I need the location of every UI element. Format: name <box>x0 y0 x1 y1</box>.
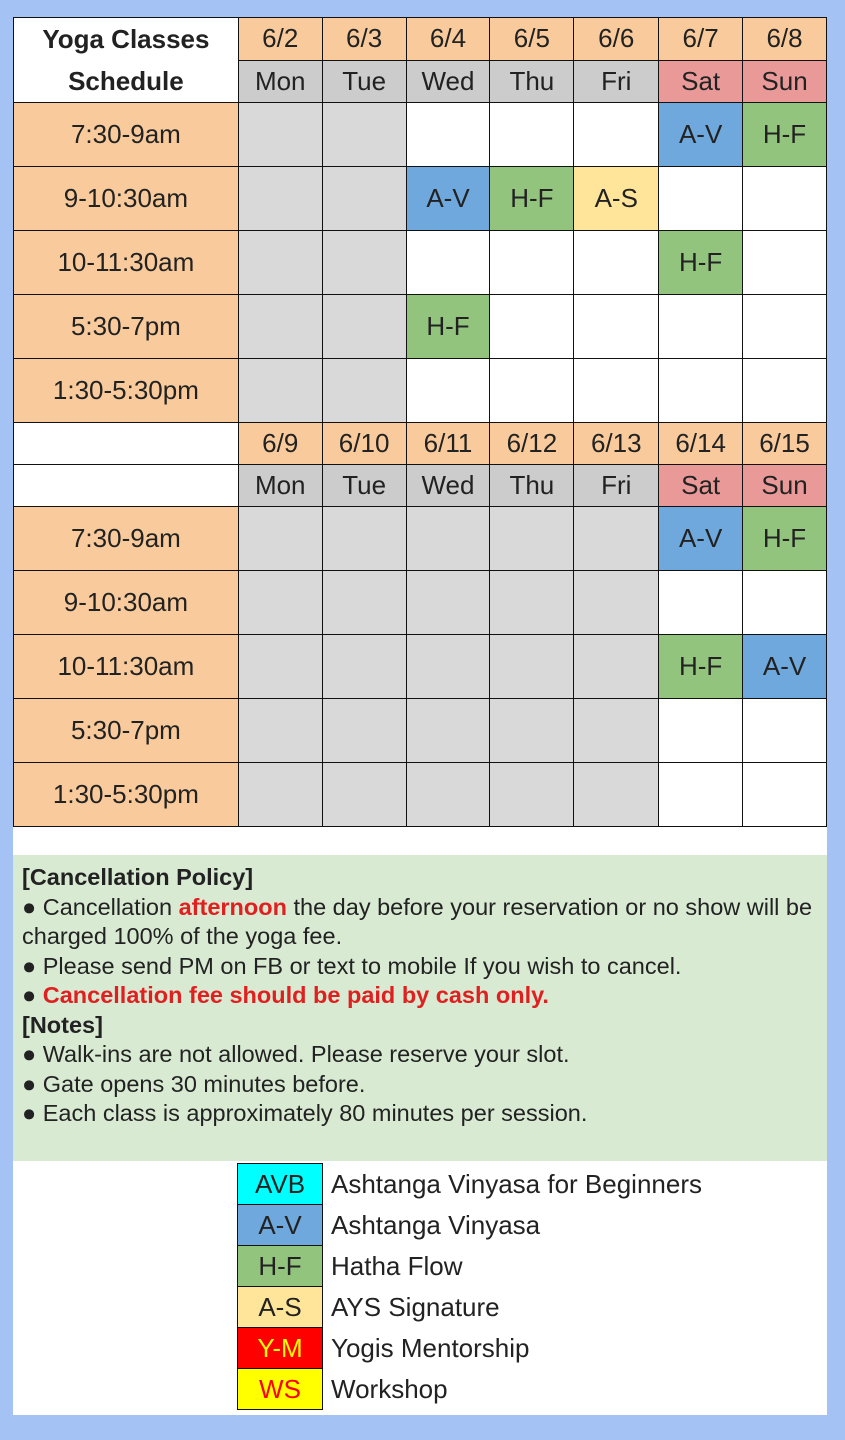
class-cell: H-F <box>743 103 827 167</box>
class-cell: H-F <box>659 635 743 699</box>
cancellation-line-1 <box>22 893 817 952</box>
unavailable-cell <box>406 635 490 699</box>
bullet: ● <box>22 982 43 1008</box>
legend-code: A-S <box>238 1287 323 1328</box>
empty-cell <box>574 295 659 359</box>
time-slot-row <box>14 295 827 359</box>
empty-cell <box>574 231 659 295</box>
policy-box <box>13 855 827 1161</box>
unavailable-cell <box>238 231 322 295</box>
date-header: 6/11 <box>406 423 490 465</box>
legend-label: Workshop <box>331 1373 448 1404</box>
date-header: 6/13 <box>574 423 659 465</box>
time-slot-row <box>14 571 827 635</box>
weekday-header: Sun <box>743 465 827 507</box>
note-item: ● Each class is approximately 80 minutes per session. <box>22 1100 588 1126</box>
empty-cell <box>574 359 659 423</box>
empty-cell <box>406 231 490 295</box>
unavailable-cell <box>322 295 406 359</box>
date-header: 6/4 <box>406 18 490 61</box>
empty-cell <box>743 295 827 359</box>
empty-cell <box>490 359 574 423</box>
unavailable-cell <box>406 507 490 571</box>
empty-cell <box>743 359 827 423</box>
empty-cell <box>743 231 827 295</box>
class-cell: A-V <box>406 167 490 231</box>
unavailable-cell <box>322 699 406 763</box>
date-header: 6/9 <box>238 423 322 465</box>
unavailable-cell <box>238 635 322 699</box>
legend-row <box>238 1246 703 1287</box>
time-slot-row <box>14 507 827 571</box>
schedule-sheet <box>13 17 827 1415</box>
unavailable-cell <box>238 167 322 231</box>
header-spacer <box>14 423 239 465</box>
unavailable-cell <box>238 359 322 423</box>
weekday-header: Sun <box>743 60 827 103</box>
date-header: 6/8 <box>743 18 827 61</box>
legend-row <box>238 1205 703 1246</box>
time-slot-label: 5:30-7pm <box>14 295 239 359</box>
unavailable-cell <box>406 763 490 827</box>
unavailable-cell <box>574 699 659 763</box>
legend-label: Hatha Flow <box>331 1250 463 1281</box>
time-slot-row <box>14 359 827 423</box>
empty-cell <box>406 359 490 423</box>
weekday-header: Wed <box>406 60 490 103</box>
unavailable-cell <box>574 571 659 635</box>
time-slot-row <box>14 699 827 763</box>
empty-cell <box>659 699 743 763</box>
weekday-header: Tue <box>322 465 406 507</box>
unavailable-cell <box>322 507 406 571</box>
unavailable-cell <box>322 359 406 423</box>
unavailable-cell <box>238 295 322 359</box>
unavailable-cell <box>490 763 574 827</box>
schedule-table <box>13 17 827 827</box>
date-header: 6/3 <box>322 18 406 61</box>
time-slot-label: 9-10:30am <box>14 571 239 635</box>
legend-row <box>238 1369 703 1410</box>
empty-cell <box>743 763 827 827</box>
legend-label: Yogis Mentorship <box>331 1332 530 1363</box>
class-cell: A-V <box>743 635 827 699</box>
unavailable-cell <box>322 635 406 699</box>
weekday-header: Wed <box>406 465 490 507</box>
weekday-header: Sat <box>659 60 743 103</box>
empty-cell <box>659 571 743 635</box>
unavailable-cell <box>238 103 322 167</box>
empty-cell <box>743 571 827 635</box>
legend-code: AVB <box>238 1164 323 1205</box>
empty-cell <box>743 699 827 763</box>
unavailable-cell <box>322 103 406 167</box>
class-cell: H-F <box>659 231 743 295</box>
unavailable-cell <box>574 635 659 699</box>
time-slot-row <box>14 231 827 295</box>
class-cell: A-V <box>659 103 743 167</box>
schedule-title <box>14 18 239 103</box>
date-header: 6/14 <box>659 423 743 465</box>
legend-label: Ashtanga Vinyasa for Beginners <box>331 1168 702 1199</box>
empty-cell <box>659 167 743 231</box>
unavailable-cell <box>490 507 574 571</box>
time-slot-label: 1:30-5:30pm <box>14 763 239 827</box>
time-slot-label: 7:30-9am <box>14 507 239 571</box>
unavailable-cell <box>574 763 659 827</box>
notes-heading: [Notes] <box>22 1011 103 1038</box>
time-slot-label: 5:30-7pm <box>14 699 239 763</box>
note-item: ● Walk-ins are not allowed. Please reserve your slot. <box>22 1041 570 1067</box>
unavailable-cell <box>322 167 406 231</box>
legend-label: Ashtanga Vinyasa <box>331 1209 541 1240</box>
weekday-header: Fri <box>574 465 659 507</box>
unavailable-cell <box>322 231 406 295</box>
date-header: 6/15 <box>743 423 827 465</box>
header-spacer <box>14 465 239 507</box>
unavailable-cell <box>238 571 322 635</box>
empty-cell <box>490 231 574 295</box>
empty-cell <box>406 103 490 167</box>
unavailable-cell <box>574 507 659 571</box>
unavailable-cell <box>490 699 574 763</box>
legend-row <box>238 1164 703 1205</box>
cancellation-highlight: afternoon <box>178 893 287 920</box>
unavailable-cell <box>238 507 322 571</box>
date-header: 6/10 <box>322 423 406 465</box>
unavailable-cell <box>238 699 322 763</box>
date-header: 6/2 <box>238 18 322 61</box>
legend-row <box>238 1328 703 1369</box>
cash-only-notice: Cancellation fee should be paid by cash only. <box>42 982 549 1008</box>
time-slot-label: 1:30-5:30pm <box>14 359 239 423</box>
weekday-header: Thu <box>490 60 574 103</box>
weekday-header: Mon <box>238 60 322 103</box>
weekday-header: Fri <box>574 60 659 103</box>
empty-cell <box>574 103 659 167</box>
empty-cell <box>659 359 743 423</box>
legend-code: A-V <box>238 1205 323 1246</box>
unavailable-cell <box>490 571 574 635</box>
date-header: 6/7 <box>659 18 743 61</box>
empty-cell <box>659 295 743 359</box>
time-slot-label: 7:30-9am <box>14 103 239 167</box>
weekday-header: Mon <box>238 465 322 507</box>
class-cell: A-S <box>574 167 659 231</box>
title-line-2: Schedule <box>68 66 184 96</box>
cancellation-line-2: ● Please send PM on FB or text to mobile If you wish to cancel. <box>22 952 682 979</box>
cancellation-heading: [Cancellation Policy] <box>22 864 254 890</box>
unavailable-cell <box>238 763 322 827</box>
date-header: 6/5 <box>490 18 574 61</box>
legend-label: AYS Signature <box>331 1291 500 1322</box>
title-line-1: Yoga Classes <box>42 24 210 54</box>
note-item: ● Gate opens 30 minutes before. <box>22 1070 366 1097</box>
unavailable-cell <box>322 763 406 827</box>
legend-code: Y-M <box>238 1328 323 1369</box>
empty-cell <box>490 295 574 359</box>
empty-cell <box>490 103 574 167</box>
legend-code: H-F <box>238 1246 323 1287</box>
time-slot-label: 9-10:30am <box>14 167 239 231</box>
class-cell: A-V <box>659 507 743 571</box>
class-cell: H-F <box>743 507 827 571</box>
weekday-header: Tue <box>322 60 406 103</box>
time-slot-row <box>14 167 827 231</box>
time-slot-row <box>14 635 827 699</box>
empty-cell <box>743 167 827 231</box>
time-slot-row <box>14 763 827 827</box>
cancellation-text: ● Cancellation <box>22 893 179 920</box>
empty-cell <box>659 763 743 827</box>
cancellation-line-3 <box>22 981 817 1011</box>
unavailable-cell <box>322 571 406 635</box>
weekday-header: Thu <box>490 465 574 507</box>
time-slot-row <box>14 103 827 167</box>
date-header: 6/6 <box>574 18 659 61</box>
unavailable-cell <box>406 699 490 763</box>
time-slot-label: 10-11:30am <box>14 635 239 699</box>
class-cell: H-F <box>490 167 574 231</box>
time-slot-label: 10-11:30am <box>14 231 239 295</box>
legend-row <box>238 1287 703 1328</box>
legend-table <box>237 1163 703 1410</box>
weekday-header: Sat <box>659 465 743 507</box>
unavailable-cell <box>490 635 574 699</box>
date-header: 6/12 <box>490 423 574 465</box>
unavailable-cell <box>406 571 490 635</box>
legend-code: WS <box>238 1369 323 1410</box>
cancellation-text-rest: the day before your reservation or no show will be charged 100% of the yoga fee. <box>22 893 813 949</box>
class-cell: H-F <box>406 295 490 359</box>
